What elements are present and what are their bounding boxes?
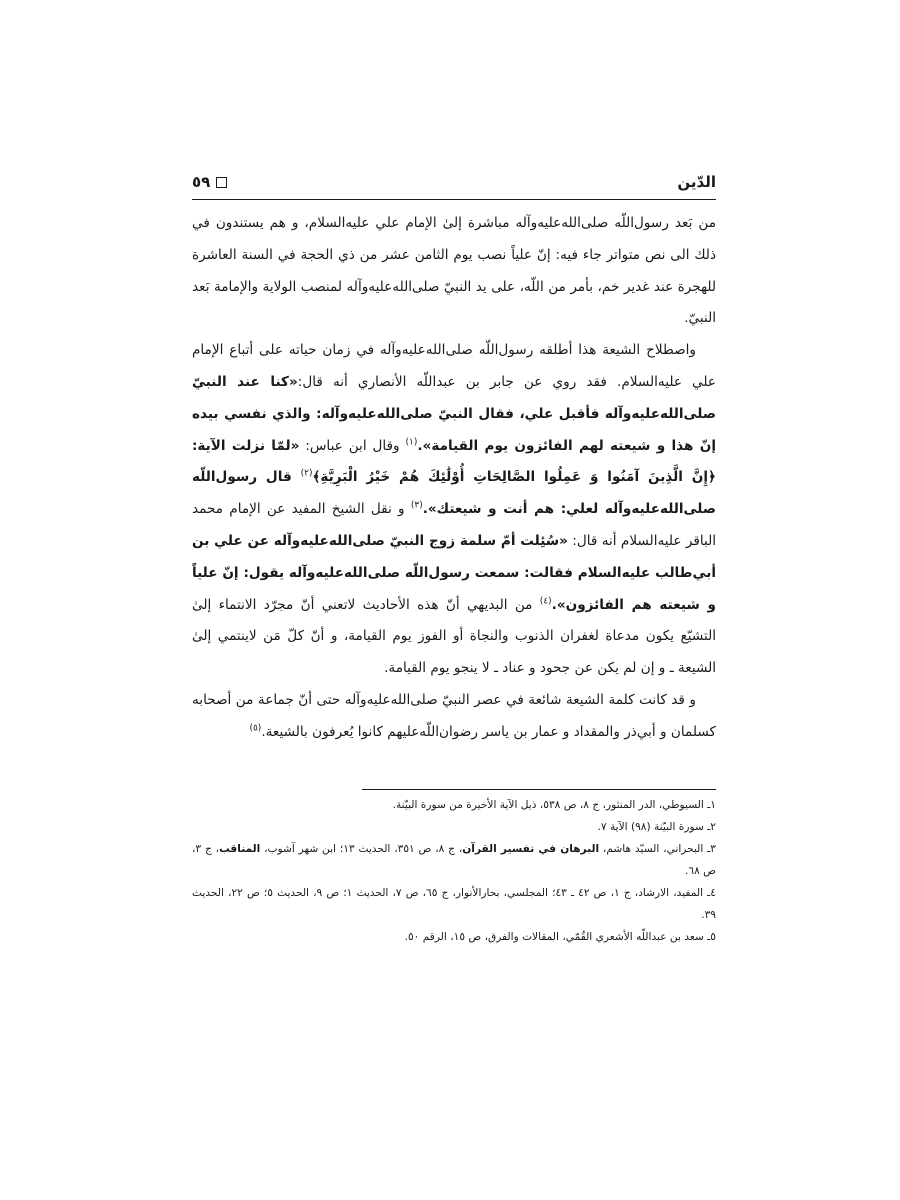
hadith-quote-1: «كنا عند النبيّ صلى‌الله‌عليه‌وآله فأقبل علي، فقال النبيّ صلى‌الله‌عليه‌وآله: والذي نفسي بيده إنّ هذا و شيعته لهم الفائزون يوم القيامة».	[192, 373, 716, 454]
hadith-quote-2b: قال رسول‌اللّه صلى‌الله‌عليه‌وآله لعلي: هم أنت و شيعتك».	[192, 469, 716, 518]
page-header	[192, 170, 716, 194]
paragraph-2-intro: واصطلاح الشيعة هذا أطلقه رسول‌اللّه صلى‌الله‌عليه‌وآله في زمان حياته على أتباع الإمام علي عليه‌السلام. فقد روي عن جابر بن عبداللّه الأنصاري أنه قال:	[192, 342, 717, 390]
footnote-ref-3: (٣)	[410, 500, 423, 511]
footnote-3: ٣ـ البحراني، السيّد هاشم، البرهان في تفسير القرآن، ج ٨، ص ٣٥١، الحديث ١٣؛ ابن شهر آشوب، المناقب، ج ٣، ص ٦٨.	[192, 843, 716, 877]
paragraph-2-mufid: و نقل الشيخ المفيد عن الإمام محمد الباقر عليه‌السلام أنه قال:	[192, 501, 716, 549]
footnotes	[192, 794, 716, 948]
footnote-ref-1: (١)	[405, 437, 418, 448]
page-number: ٥٩	[192, 173, 211, 191]
square-box-icon	[216, 177, 227, 188]
page-number-group	[192, 170, 227, 194]
hadith-quote-3: «سُئِلت أمّ سلمة زوج النبيّ صلى‌الله‌عليه‌وآله عن علي بن أبي‌طالب عليه‌السلام فقالت: سمعت رسول‌اللّه صلى‌الله‌عليه‌وآله يقول: إنّ علياً و شيعته هم الفائزون».	[192, 532, 717, 613]
paragraph-1: من بَعد رسول‌اللّه صلى‌الله‌عليه‌وآله مباشرة إلىٰ الإمام علي عليه‌السلام، و هم يستندون في ذلك الى نص متواتر جاء فيه: إنّ علياً نصب يوم الثامن عشر من ذي الحجة في السنة العاشرة للهجرة عند غدير خم، بأمر من اللّه، على يد النبيّ صلى‌الله‌عليه‌وآله لمنصب الولاية والإمامة بَعد النبيّ.	[192, 215, 716, 327]
paragraph-2	[192, 335, 716, 685]
footnote-ref-5: (٥)	[249, 723, 262, 734]
hadith-quote-2: «لمّا نزلت الآية: ﴿إِنَّ الَّذِينَ آمَنُوا وَ عَمِلُوا الصَّالِحَاتِ أُوْلَٰئِكَ هُمْ خَيْرُ الْبَرِيَّةِ﴾	[192, 437, 716, 486]
header-rule	[192, 199, 716, 200]
footnote-5: ٥ـ سعد بن عبداللّه الأشعري القُمّي، المقالات والفرق، ص ١٥، الرقم ٥٠.	[404, 931, 716, 943]
footnote-3-book-title-2: المناقب	[219, 843, 261, 855]
paragraph-2-conclusion: من البديهي أنّ هذه الأحاديث لاتعني أنّ مجرّد الانتماء إلىٰ التشيّع يكون مدعاة لغفران الذنوب والنجاة أو الفوز يوم القيامة، و أنّ كلّ مَن لاينتمي إلىٰ الشيعة ـ و إن لم يكن عن جحود و عناد ـ لا ينجو يوم القيامة.	[192, 596, 716, 677]
paragraph-3: و قد كانت كلمة الشيعة شائعة في عصر النبيّ صلى‌الله‌عليه‌وآله حتى أنّ جماعة من أصحابه كسلمان و أبي‌ذر والمقداد و عمار بن ياسر رضوان‌اللّه‌عليهم كانوا يُعرفون بالشيعة.$^{(٥)}$	[192, 691, 716, 740]
footnote-4: ٤ـ المفيد، الارشاد، ج ١، ص ٤٢ ـ ٤٣؛ المجلسي، بحارالأنوار، ج ٦٥، ص ٧، الحديث ١؛ ص ٩، الحديث ٥؛ ص ٢٢، الحديث ٣٩.	[192, 887, 716, 921]
paragraph-2-ibn-abbas: وقال ابن عباس:	[299, 437, 400, 454]
footnote-1: ١ـ السيوطي، الدر المنثور، ج ٨، ص ٥٣٨، ذيل الآية الأخيرة من سورة البيّنة.	[392, 799, 716, 811]
footnote-ref-2: (٢)	[300, 468, 313, 479]
footnote-2: ٢ـ سورة البيّنة (٩٨) الآية ٧.	[597, 821, 716, 833]
footnote-3-book-title: البرهان في تفسير القرآن	[462, 843, 600, 855]
footnote-rule	[362, 789, 716, 790]
running-title: الدّين	[677, 173, 716, 191]
main-text	[192, 208, 716, 749]
footnote-ref-4: (٤)	[539, 596, 552, 607]
